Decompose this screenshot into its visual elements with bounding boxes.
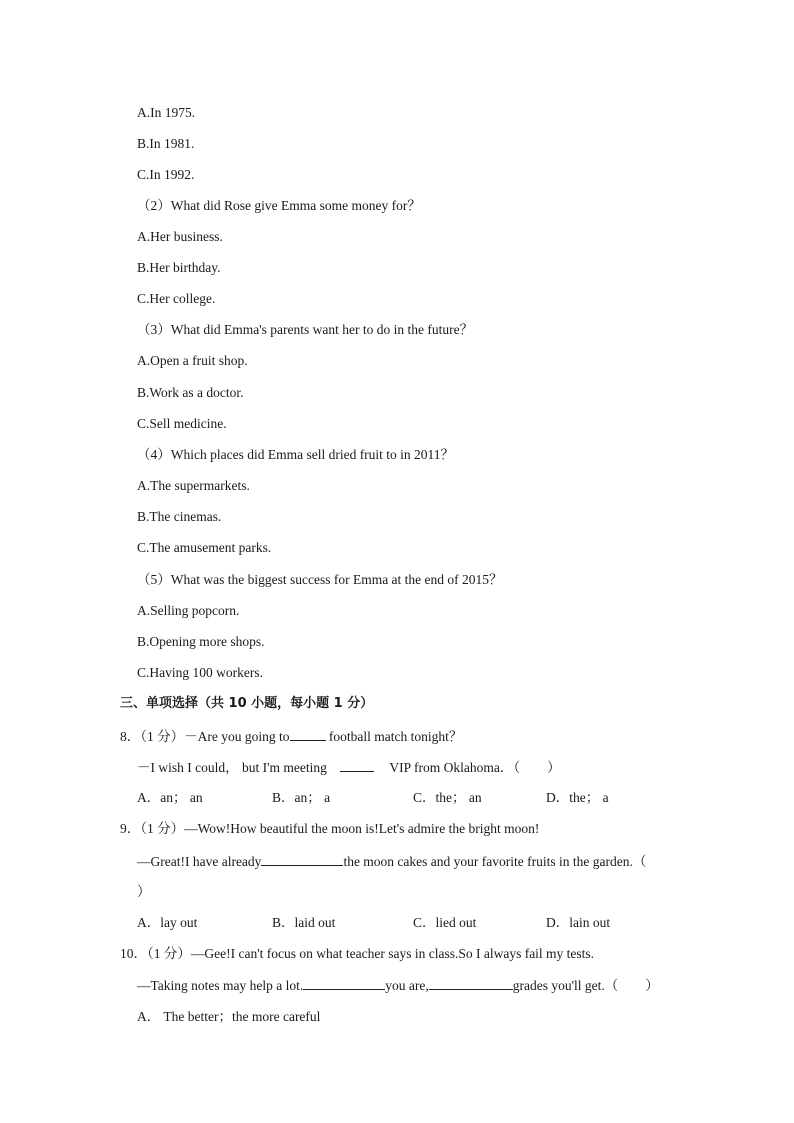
q10-blank-2	[429, 976, 513, 990]
q9-option-b: B．laid out	[272, 915, 336, 930]
section-heading: 三、单项选择（共 10 小题，每小题 1 分）	[120, 696, 374, 711]
q8-stem	[120, 727, 462, 746]
q7-sub3-option-a: A.Open a fruit shop.	[137, 353, 248, 368]
q7-sub2-option-b: B.Her birthday.	[137, 260, 221, 275]
q8-prefix: 8．（1 分）－Are you going to	[120, 729, 290, 744]
q8-reply-part-a: －I wish I could， but I'm meeting	[137, 760, 327, 775]
q8-option-a: A．an； an	[137, 790, 203, 805]
q7-sub3-option-b: B.Work as a doctor.	[137, 385, 244, 400]
q7-sub5-option-a: A.Selling popcorn.	[137, 603, 240, 618]
q8-reply	[137, 758, 561, 777]
q7-sub1-option-a: A.In 1975.	[137, 105, 196, 120]
q7-sub5-option-c: C.Having 100 workers.	[137, 665, 263, 680]
q8-option-c: C．the； an	[413, 790, 482, 805]
q7-sub1-option-b: B.In 1981.	[137, 136, 195, 151]
q10-stem: 10．（1 分）—Gee!I can't focus on what teacher says in class.So I always fail my tests.	[120, 946, 595, 961]
q10-option-a: A． The better；the more careful	[137, 1009, 321, 1024]
q9-reply-part-b: the moon cakes and your favorite fruits in the garden.（	[343, 854, 647, 869]
q7-sub2-question: （2）What did Rose give Emma some money for？	[137, 198, 421, 213]
q7-sub4-option-a: A.The supermarkets.	[137, 478, 250, 493]
q10-reply-part-b: you are,	[385, 978, 429, 993]
q8-blank-1	[290, 727, 326, 741]
q10-reply-part-c: grades you'll get.（ ）	[512, 978, 659, 993]
q8-blank-2	[340, 758, 374, 772]
q8-option-b: B．an； a	[272, 790, 331, 805]
q9-option-a: A．lay out	[137, 915, 198, 930]
q8-suffix: football match tonight？	[328, 729, 463, 744]
q7-sub4-option-c: C.The amusement parks.	[137, 540, 272, 555]
q7-sub4-question: （4）Which places did Emma sell dried fruit to in 2011？	[137, 447, 455, 462]
q9-paren-close: ）	[137, 884, 151, 899]
q10-reply-part-a: —Taking notes may help a lot.	[137, 978, 304, 993]
q8-reply-part-b: VIP from Oklahoma．（ ）	[389, 760, 561, 775]
q7-sub3-question: （3）What did Emma's parents want her to do in the future？	[137, 322, 474, 337]
q7-sub3-option-c: C.Sell medicine.	[137, 416, 227, 431]
q7-sub2-option-a: A.Her business.	[137, 229, 223, 244]
q7-sub5-question: （5）What was the biggest success for Emma at the end of 2015？	[137, 572, 503, 587]
q9-stem: 9．（1 分）—Wow!How beautiful the moon is!Let's admire the bright moon!	[120, 821, 540, 836]
q9-option-c: C．lied out	[413, 915, 477, 930]
q9-reply	[137, 852, 646, 871]
q7-sub2-option-c: C.Her college.	[137, 291, 216, 306]
q9-reply-part-a: —Great!I have already	[137, 854, 262, 869]
q7-sub1-option-c: C.In 1992.	[137, 167, 195, 182]
q10-reply	[137, 976, 659, 995]
q9-blank	[261, 852, 343, 866]
q10-blank-1	[303, 976, 385, 990]
q8-option-d: D．the； a	[546, 790, 609, 805]
q7-sub5-option-b: B.Opening more shops.	[137, 634, 265, 649]
q9-option-d: D．lain out	[546, 915, 611, 930]
q7-sub4-option-b: B.The cinemas.	[137, 509, 222, 524]
